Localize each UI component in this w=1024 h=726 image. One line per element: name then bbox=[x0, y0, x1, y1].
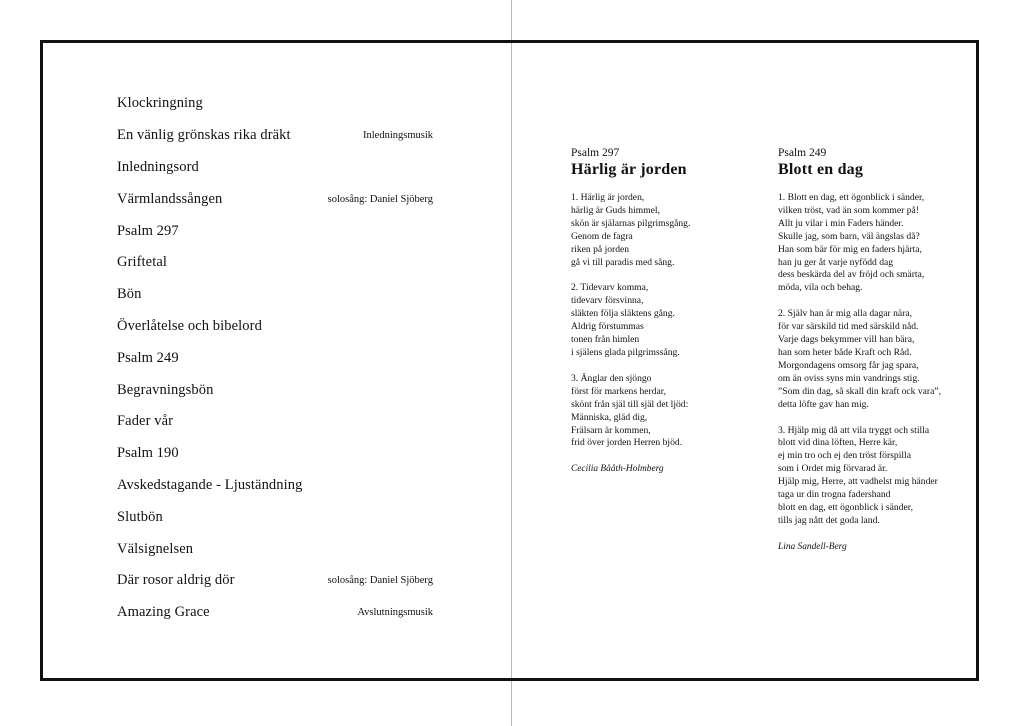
verse-line: ej min tro och ej den tröst förspilla bbox=[778, 450, 911, 462]
verse-line: Han som bär för mig en faders hjärta, bbox=[778, 243, 922, 255]
verse-line: i själens glada pilgrimssång. bbox=[571, 346, 680, 358]
verse-line: skönt från själ till själ det ljöd: bbox=[571, 398, 689, 410]
verse-line: gå vi till paradis med sång. bbox=[571, 256, 675, 268]
program-item bbox=[117, 374, 433, 406]
verse-line: Skulle jag, som barn, väl ängslas då? bbox=[778, 230, 920, 242]
verse-line: Frälsarn är kommen, bbox=[571, 424, 651, 436]
verse-line: tills jag nått det goda land. bbox=[778, 514, 880, 526]
program-item bbox=[117, 470, 433, 502]
verse-line: blott vid dina löften, Herre kär, bbox=[778, 437, 898, 449]
program-item-title: Välsignelsen bbox=[117, 540, 194, 557]
program-item bbox=[117, 342, 433, 374]
program-item bbox=[117, 565, 433, 597]
verse-line: 2. Själv han är mig alla dagar nära, bbox=[778, 308, 912, 320]
verse-line: Aldrig förstummas bbox=[571, 321, 644, 333]
verse-line: Morgondagens omsorg får jag spara, bbox=[778, 359, 919, 371]
verse-line: Genom de fagra bbox=[571, 230, 633, 242]
verse-line: frid över jorden Herren bjöd. bbox=[571, 437, 683, 449]
order-of-service bbox=[117, 88, 433, 629]
verse-line: släkten följa släktens gång. bbox=[571, 308, 675, 320]
program-item-title: Där rosor aldrig dör bbox=[117, 572, 235, 589]
program-item-title: En vänlig grönskas rika dräkt bbox=[117, 127, 291, 144]
program-item-note: solosång: Daniel Sjöberg bbox=[327, 193, 433, 205]
verse-line: 3. Hjälp mig då att vila tryggt och stilla bbox=[778, 424, 930, 436]
verse-line: taga ur din trogna fadershand bbox=[778, 489, 891, 501]
verse-line: detta löfte gav han mig. bbox=[778, 398, 869, 410]
program-item bbox=[117, 120, 433, 152]
hymn-verse bbox=[571, 282, 761, 359]
program-item bbox=[117, 533, 433, 565]
hymn-title: Blott en dag bbox=[778, 161, 864, 178]
program-item bbox=[117, 183, 433, 215]
verse-line: tonen från himlen bbox=[571, 334, 640, 346]
verse-line: om än oviss syns min vandrings stig. bbox=[778, 372, 920, 384]
program-item-title: Psalm 190 bbox=[117, 445, 179, 462]
program-item-title: Psalm 249 bbox=[117, 349, 179, 366]
hymn-number: Psalm 249 bbox=[778, 147, 827, 159]
program-item bbox=[117, 215, 433, 247]
verse-line: möda, vila och behag. bbox=[778, 282, 863, 294]
verse-line: härlig är Guds himmel, bbox=[571, 204, 660, 216]
program-item bbox=[117, 311, 433, 343]
program-item-title: Överlåtelse och bibelord bbox=[117, 317, 262, 334]
verse-line: han som heter både Kraft och Råd. bbox=[778, 346, 912, 358]
verse-line: 2. Tidevarv komma, bbox=[571, 282, 649, 294]
verse-line: dess beskärda del av fröjd och smärta, bbox=[778, 269, 925, 281]
program-item-title: Fader vår bbox=[117, 413, 174, 430]
hymn-author: Cecilia Bååth-Holmberg bbox=[571, 464, 664, 475]
verse-line: blott en dag, ett ögonblick i sänder, bbox=[778, 501, 913, 513]
hymn-psalm-297 bbox=[571, 146, 761, 475]
verse-line: 3. Änglar den sjöngo bbox=[571, 372, 652, 384]
hymn-verse bbox=[571, 192, 761, 269]
program-item-title: Inledningsord bbox=[117, 158, 199, 175]
hymn-psalm-249 bbox=[778, 146, 978, 553]
program-item bbox=[117, 438, 433, 470]
verse-line: 1. Blott en dag, ett ögonblick i sänder, bbox=[778, 192, 925, 203]
hymn-title: Härlig är jorden bbox=[571, 161, 687, 178]
verse-line: Allt ju vilar i min Faders händer. bbox=[778, 217, 904, 229]
program-item bbox=[117, 279, 433, 311]
verse-line: först för markens herdar, bbox=[571, 385, 666, 397]
hymn-verse bbox=[778, 308, 978, 411]
program-item bbox=[117, 152, 433, 184]
program-item-title: Bön bbox=[117, 286, 142, 303]
verse-line: riken på jorden bbox=[571, 243, 630, 255]
verse-line: vilken tröst, vad än som kommer på! bbox=[778, 204, 919, 216]
program-item bbox=[117, 406, 433, 438]
verse-line: som i Ordet mig förvarad är. bbox=[778, 463, 888, 475]
program-item-title: Begravningsbön bbox=[117, 381, 214, 398]
program-item-note: Inledningsmusik bbox=[363, 130, 433, 142]
verse-line: 1. Härlig är jorden, bbox=[571, 192, 645, 203]
verse-line: skön är själarnas pilgrimsgång. bbox=[571, 217, 691, 229]
verse-line: ”Som din dag, så skall din kraft ock vara”, bbox=[778, 385, 942, 397]
program-item bbox=[117, 88, 433, 120]
program-item-title: Griftetal bbox=[117, 254, 168, 271]
verse-line: Varje dags bekymmer vill han bära, bbox=[778, 334, 915, 346]
program-item bbox=[117, 597, 433, 629]
program-item-title: Amazing Grace bbox=[117, 604, 210, 621]
hymn-author: Lina Sandell-Berg bbox=[778, 541, 847, 552]
hymn-verse bbox=[778, 192, 978, 295]
verse-line: tidevarv försvinna, bbox=[571, 295, 644, 307]
program-item-title: Avskedstagande - Ljuständning bbox=[117, 476, 303, 493]
program-item-note: Avslutningsmusik bbox=[357, 607, 433, 619]
verse-line: Människa, gläd dig, bbox=[571, 411, 648, 423]
verse-line: han ju ger åt varje nyfödd dag bbox=[778, 256, 894, 268]
verse-line: Hjälp mig, Herre, att vadhelst mig händer bbox=[778, 476, 938, 488]
hymn-number: Psalm 297 bbox=[571, 147, 620, 159]
verse-line: för var särskild tid med särskild nåd. bbox=[778, 321, 919, 333]
program-item-title: Psalm 297 bbox=[117, 222, 179, 239]
program-item-title: Slutbön bbox=[117, 508, 163, 525]
hymn-verse bbox=[571, 373, 761, 450]
hymn-verse bbox=[778, 425, 978, 528]
program-item-title: Klockringning bbox=[117, 95, 203, 112]
program-item bbox=[117, 247, 433, 279]
program-item-note: solosång: Daniel Sjöberg bbox=[327, 575, 433, 587]
program-item-title: Värmlandssången bbox=[117, 190, 223, 207]
program-item bbox=[117, 501, 433, 533]
